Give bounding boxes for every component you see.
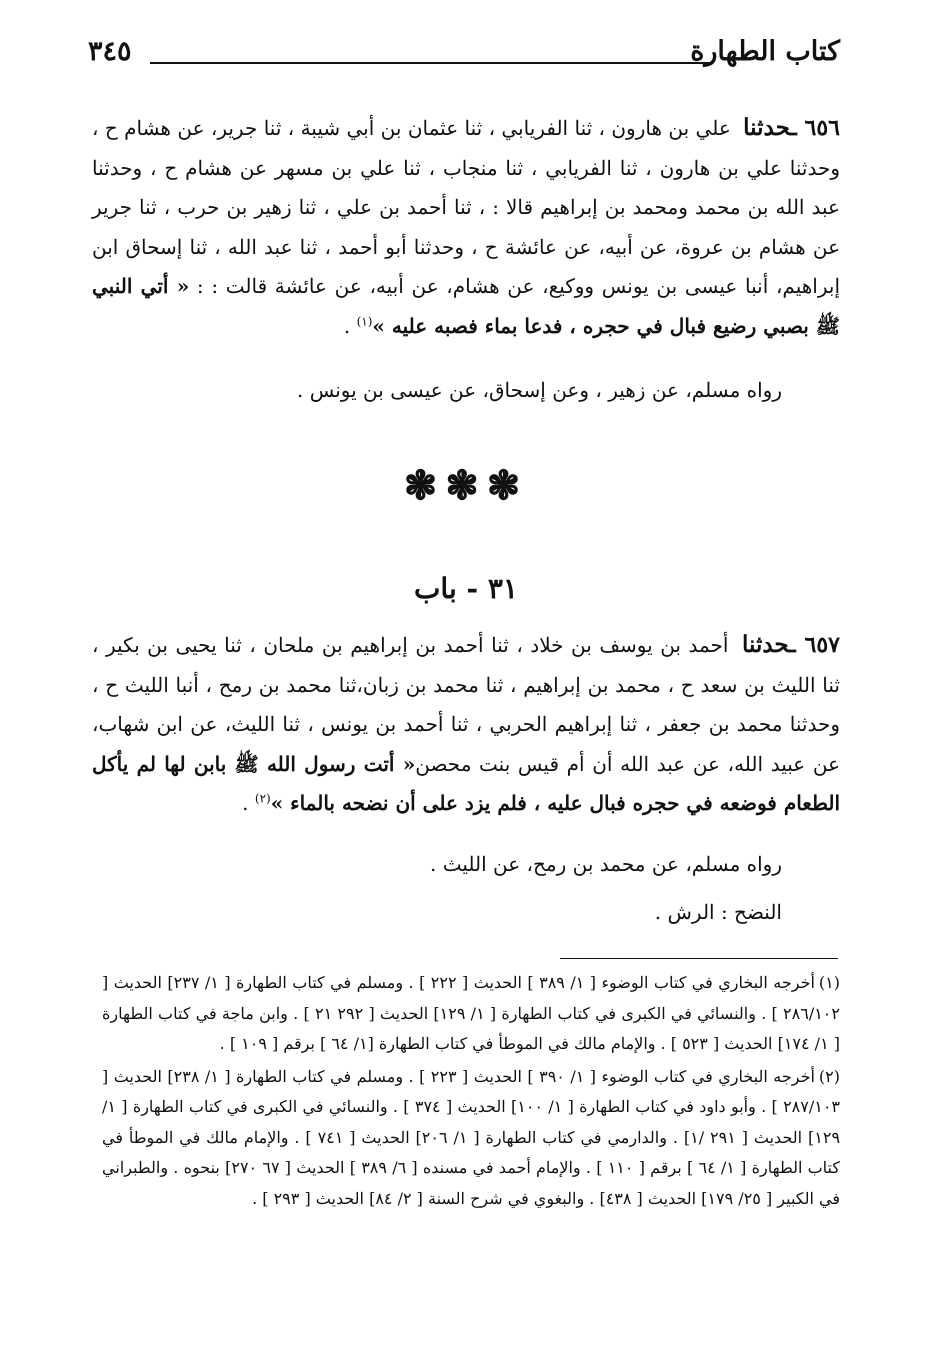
footnote-label: (١)	[818, 973, 840, 992]
chapter-heading: ٣١ - باب	[414, 572, 518, 605]
hadith-chain: أحمد بن يوسف بن خلاد ، ثنا أحمد بن إبراهيم بن ملحان ، ثنا يحيى بن بكير ، ثنا الليث بن سعد ح ، محمد بن إبراهيم ، ثنا محمد بن زبان،ثنا محمد بن رمح ، أنبا الليث ح ، وحدثنا محمد بن جعفر ، ثنا إبراهيم الحربي ، ثنا أحمد بن يونس ، ثنا الليث، عن ابن شهاب، عن عبيد الله، عن عبد الله أن أم قيس بنت محصن	[92, 633, 840, 776]
hadith-text: « أتي النبي ﷺ بصبي رضيع فبال في حجره ، فدعا بماء فصبه عليه »	[92, 274, 840, 338]
hadith-657	[92, 625, 840, 824]
footnote-ref: (٢)	[254, 791, 271, 806]
footnote-2	[102, 1062, 840, 1215]
footnote-text: أخرجه البخاري في كتاب الوضوء [ ١/ ٣٨٩ ] الحديث [ ٢٢٢ ] . ومسلم في كتاب الطهارة [ ١/ ٢٣٧] الحديث [ ٢٨٦/١٠٢ ] . والنسائي في الكبرى في كتاب الطهارة [ ١/ ١٢٩] الحديث [ ٢٩٢ ٢١ ] . وابن ماجة في كتاب الطهارة [ ١/ ١٧٤] الحديث [ ٥٢٣ ] . والإمام مالك في الموطأ في كتاب الطهارة [١/ ٦٤ ] برقم [ ١٠٩ ] .	[102, 973, 840, 1053]
footnote-ref: (١)	[356, 313, 373, 328]
page-header-title: كتاب الطهارة	[690, 36, 840, 67]
section-separator: ❃❃❃	[403, 462, 529, 509]
hadith-text: « أتت رسول الله ﷺ بابن لها لم يأكل الطعام فوضعه في حجره فبال عليه ، فلم يزد على أن نضحه بالماء »	[92, 751, 840, 815]
footnote-label: (٢)	[818, 1066, 840, 1086]
header-rule	[150, 62, 710, 64]
hadith-656-narration: رواه مسلم، عن زهير ، وعن إسحاق، عن عيسى بن يونس .	[297, 378, 782, 402]
hadith-end: .	[242, 791, 255, 815]
hadith-657-narration: رواه مسلم، عن محمد بن رمح، عن الليث .	[430, 852, 782, 876]
page-number: ٣٤٥	[88, 36, 132, 67]
hadith-end: .	[343, 313, 357, 338]
hadith-number: ٦٥٧ ـ	[789, 632, 840, 658]
footnote-text: أخرجه البخاري في كتاب الوضوء [ ١/ ٣٩٠ ] الحديث [ ٢٢٣ ] . ومسلم في كتاب الطهارة [ ١/ ٢٣٨] الحديث [ ٢٨٧/١٠٣ ] . وأبو داود في كتاب الطهارة [ ١/ ١٠٠] الحديث [ ٣٧٤ ] . والنسائي في الكبرى في كتاب الطهارة [ ١/ ١٢٩] الحديث [ ٢٩١ /١] . والدارمي في كتاب الطهارة [ ١/ ٢٠٦] الحديث [ ٧٤١ ] . والإمام مالك في الموطأ في كتاب الطهارة [ ١/ ٦٤ ] برقم [ ١١٠ ] . والإمام أحمد في مسنده [ ٦/ ٣٨٩ ] الحديث [ ٦٧ ٢٧٠] بنحوه . والطبراني في الكبير [ ٢٥/ ١٧٩] الحديث [ ٤٣٨] . والبغوي في شرح السنة [ ٢/ ٨٤] الحديث [ ٢٩٣ ] .	[102, 1066, 841, 1208]
hadith-chain: علي بن هارون ، ثنا الفريابي ، ثنا عثمان بن أبي شيبة ، ثنا جرير، عن هشام ح ، وحدثنا علي بن هارون ، ثنا الفريابي ، ثنا منجاب ، ثنا علي بن مسهر عن هشام ح ، وحدثنا عبد الله بن محمد ومحمد بن إبراهيم قالا : ، ثنا أحمد بن علي ، ثنا زهير بن حرب ، ثنا جرير عن هشام بن عروة، عن أبيه، عن عائشة ح ، وحدثنا أبو أحمد ، ثنا عبد الله ، ثنا إسحاق ابن إبراهيم، أنبا عيسى بن يونس ووكيع، عن هشام، عن أبيه، عن عائشة قالت : :	[92, 116, 841, 298]
hadith-keyword: حدثنا	[742, 631, 790, 658]
hadith-keyword: حدثنا	[743, 114, 791, 141]
footnote-rule	[560, 958, 838, 959]
hadith-656-body	[92, 108, 840, 346]
hadith-657-gloss: النضح : الرش .	[654, 900, 782, 924]
hadith-657-body	[92, 625, 840, 824]
hadith-number: ٦٥٦ ـ	[790, 115, 840, 141]
footnote-1	[102, 968, 840, 1060]
footnotes	[102, 968, 840, 1216]
hadith-656	[92, 108, 840, 346]
